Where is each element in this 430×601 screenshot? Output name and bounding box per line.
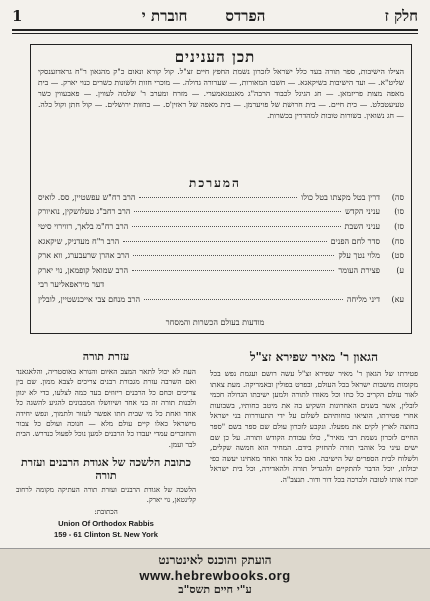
entry-number: סו): [394, 207, 404, 217]
part-label: חלק ז: [384, 6, 418, 25]
contents-entry: [38, 234, 404, 249]
entry-author: הרב שמואל קופמאן, נוי יארק: [38, 265, 129, 275]
article-body: פטירתו של הגאון ר' מאיר שפירא זצ"ל עשה רושם ועגמת נפש בכל מקומות מושבות ישראל בכל העולם, ובפרט בפולין ובאמריקה. מעת צאתו לאור עולם הקריב כל כחו וכל מאודו לתורה ולמען ישיבתו הגדולה חכמי לובלין, אשר בשנים האחרונות השקיע בה את מיטב כחותיו, בשבועות אחרי פטירתו, הוציאו כוחותיהם לשלום על ידי התעוררות בני ישראל בחוצה לארץ לקים את מפעלו. ונקבע לזכרון עולם שם ספר בשם "ספר החיים לזכרון נשמת רבי מאיר", כולו עבודת הקודש ותורה. על כן שם ישים עיני כל אוהבי תורה להחזיק בידם. המחיר הוא חמשה שקלים, ולשלוח לבית הספרים של הישיבה. ואם כל אחד ואחד מאחינו יעשה כפי יכולתו, יוכל הדבר להתקיים ולהגדיל תורה ולהאדירה, וכל בית ישראל יזכרו אותו לטובה ולברכה בכל דור ודור. תנצב"ה.: [210, 369, 418, 484]
entry-number: סה): [391, 192, 404, 202]
credit-line: הועתק והוכנס לאינטרנט: [158, 553, 272, 567]
entry-number: סח): [391, 236, 404, 246]
office-address-hebrew: הלשכה של אגודת הרבנים ועזרת תורה העתיקה מקומה לרחוב קלינטאן, נוי יארק.: [16, 486, 196, 504]
dot-leader: [144, 299, 343, 300]
entry-author: הרב ר"ח מעדניק, שיקאגא: [38, 236, 120, 246]
entry-author: הרב רח"ש עפשטיין, סס. לואיס: [38, 192, 136, 202]
ezras-torah-notice: [16, 350, 196, 540]
entry-title: עניני השבת: [344, 221, 380, 231]
dot-leader: [132, 226, 340, 227]
entry-title: דרין בטל מקצתו בטל כולו: [301, 192, 380, 202]
dot-leader: [133, 255, 334, 256]
editorial-section-title: המערכת: [189, 176, 241, 190]
dot-leader: [139, 197, 297, 198]
dot-leader: [132, 270, 334, 271]
notice-body: העת לא יכול לתאר המצב האיום והנורא באוסטריה, והלאגאנד ואם השרבה עזרת מגבורת רבנים צריכים לצבא ממון. שם בין צריכים וכחם כל הרבנים ריזוזים בעד כמה לצלעו, כדי לא יגוון ולבנות תורה זה בני אחד ושיוושלו המכבונים להגיע להשגה כל אחד ואחת כל מי שבית חתו אפשר לעזור ולתמוך, ונפש יחידה מישראל כאלו קיים עולם מלא — חנוכה ועולם כל צבור והחוברים עמדי יעבדו כל הרבנים למען נוכל לפעול כנדרש. הבית לבר ועמן.: [16, 367, 196, 449]
entry-author: הרב רח"מ בלאך, רווירוי סיטי: [38, 221, 129, 231]
scan-credit-footer: [0, 548, 430, 601]
entry-title: סדר לחם הפנים: [330, 236, 380, 246]
entry-author: הרב מנחם צבי אייכנשטיין, לובלין: [38, 294, 141, 304]
entry-number: עא): [391, 294, 404, 304]
website-link[interactable]: www.hebrewbooks.org: [139, 568, 291, 583]
contents-entry: [38, 292, 404, 307]
header-rule-top: [12, 29, 418, 31]
entry-number: סט): [391, 251, 404, 261]
org-name-english: Union Of Orthodox Rabbis: [58, 518, 154, 528]
entry-author: דער מיראפאליער רבי: [38, 280, 105, 290]
contents-entry: [38, 248, 404, 263]
running-header: [12, 6, 418, 26]
contents-entry: [38, 278, 404, 293]
article-title: הגאון ר' מאיר שפירא זצ"ל: [249, 350, 379, 364]
entry-number: סז): [394, 221, 404, 231]
contents-entry: [38, 263, 404, 278]
dot-leader: [134, 211, 341, 212]
org-address-english: 159 - 61 Clinton St. New York: [54, 529, 158, 539]
address-label: הכתובת:: [94, 508, 118, 517]
entry-title: עניני הקדש: [345, 207, 380, 217]
entry-title: פצירת העומר: [338, 265, 380, 275]
contents-title: תכן הענינים: [174, 48, 256, 66]
contents-note: מודעות בעולם הכשרות והמסחר: [165, 318, 265, 327]
obituary-article: [210, 350, 418, 486]
header-center: [142, 7, 266, 26]
journal-name: הפרדס: [225, 6, 266, 25]
page-number: 1: [12, 7, 23, 25]
office-heading: כתובת הלשכה של אגודת הרבנים ועזרת תורה: [20, 456, 192, 483]
header-rule-bottom: [12, 33, 418, 34]
entry-number: ע): [396, 265, 404, 275]
credit-sponsor: ע"י חיים תשס"ב: [178, 583, 252, 596]
contents-entry: [38, 190, 404, 205]
entry-title: מלוי נטך עלק: [338, 251, 380, 261]
contents-list: [38, 190, 404, 307]
dot-leader: [123, 241, 326, 242]
entry-title: דיני מליחה: [346, 294, 380, 304]
entry-author: הרב אהרן שרעבערג, ווא ארק: [38, 251, 130, 261]
contents-entry: [38, 219, 404, 234]
notice-title: עזרת תורה: [82, 350, 130, 363]
entry-author: הרב רחב"ג טעלושקין, נואיורק: [38, 207, 131, 217]
contents-entry: [38, 205, 404, 220]
issue-label: חוברת י: [141, 6, 188, 25]
contents-intro: הצילו הישיבות, ספר תורה בעד כלל ישראל לזכרון נשמת החפץ חיים זצ"ל. קול קורא ונאום כ"ק מהגאון ר"ח גראדזענסקי שליט"א. — ועד הישיבות בשיקאגא. — חשבו המאורות, — שערורה גדולה. — מוכרי חזות ולשונות כשרים כנוי יארק. — בית מאפה מצות פריזמאן. — חג הגיגל לכבוד הרבה"ג מאנטגאמערי. — מזרח ומערב ר' שלמה לעווין. — פאבעווין כשר טעיעטבלט. — כית חיים. — בית חרושת של פויערמן. — בית מאפה של ראזין'ס. — בחזות ירושלים. — קול חתן וקול כלה. — חג נשואין. בשורות טובות למהדרין בכשרות.: [38, 67, 404, 120]
